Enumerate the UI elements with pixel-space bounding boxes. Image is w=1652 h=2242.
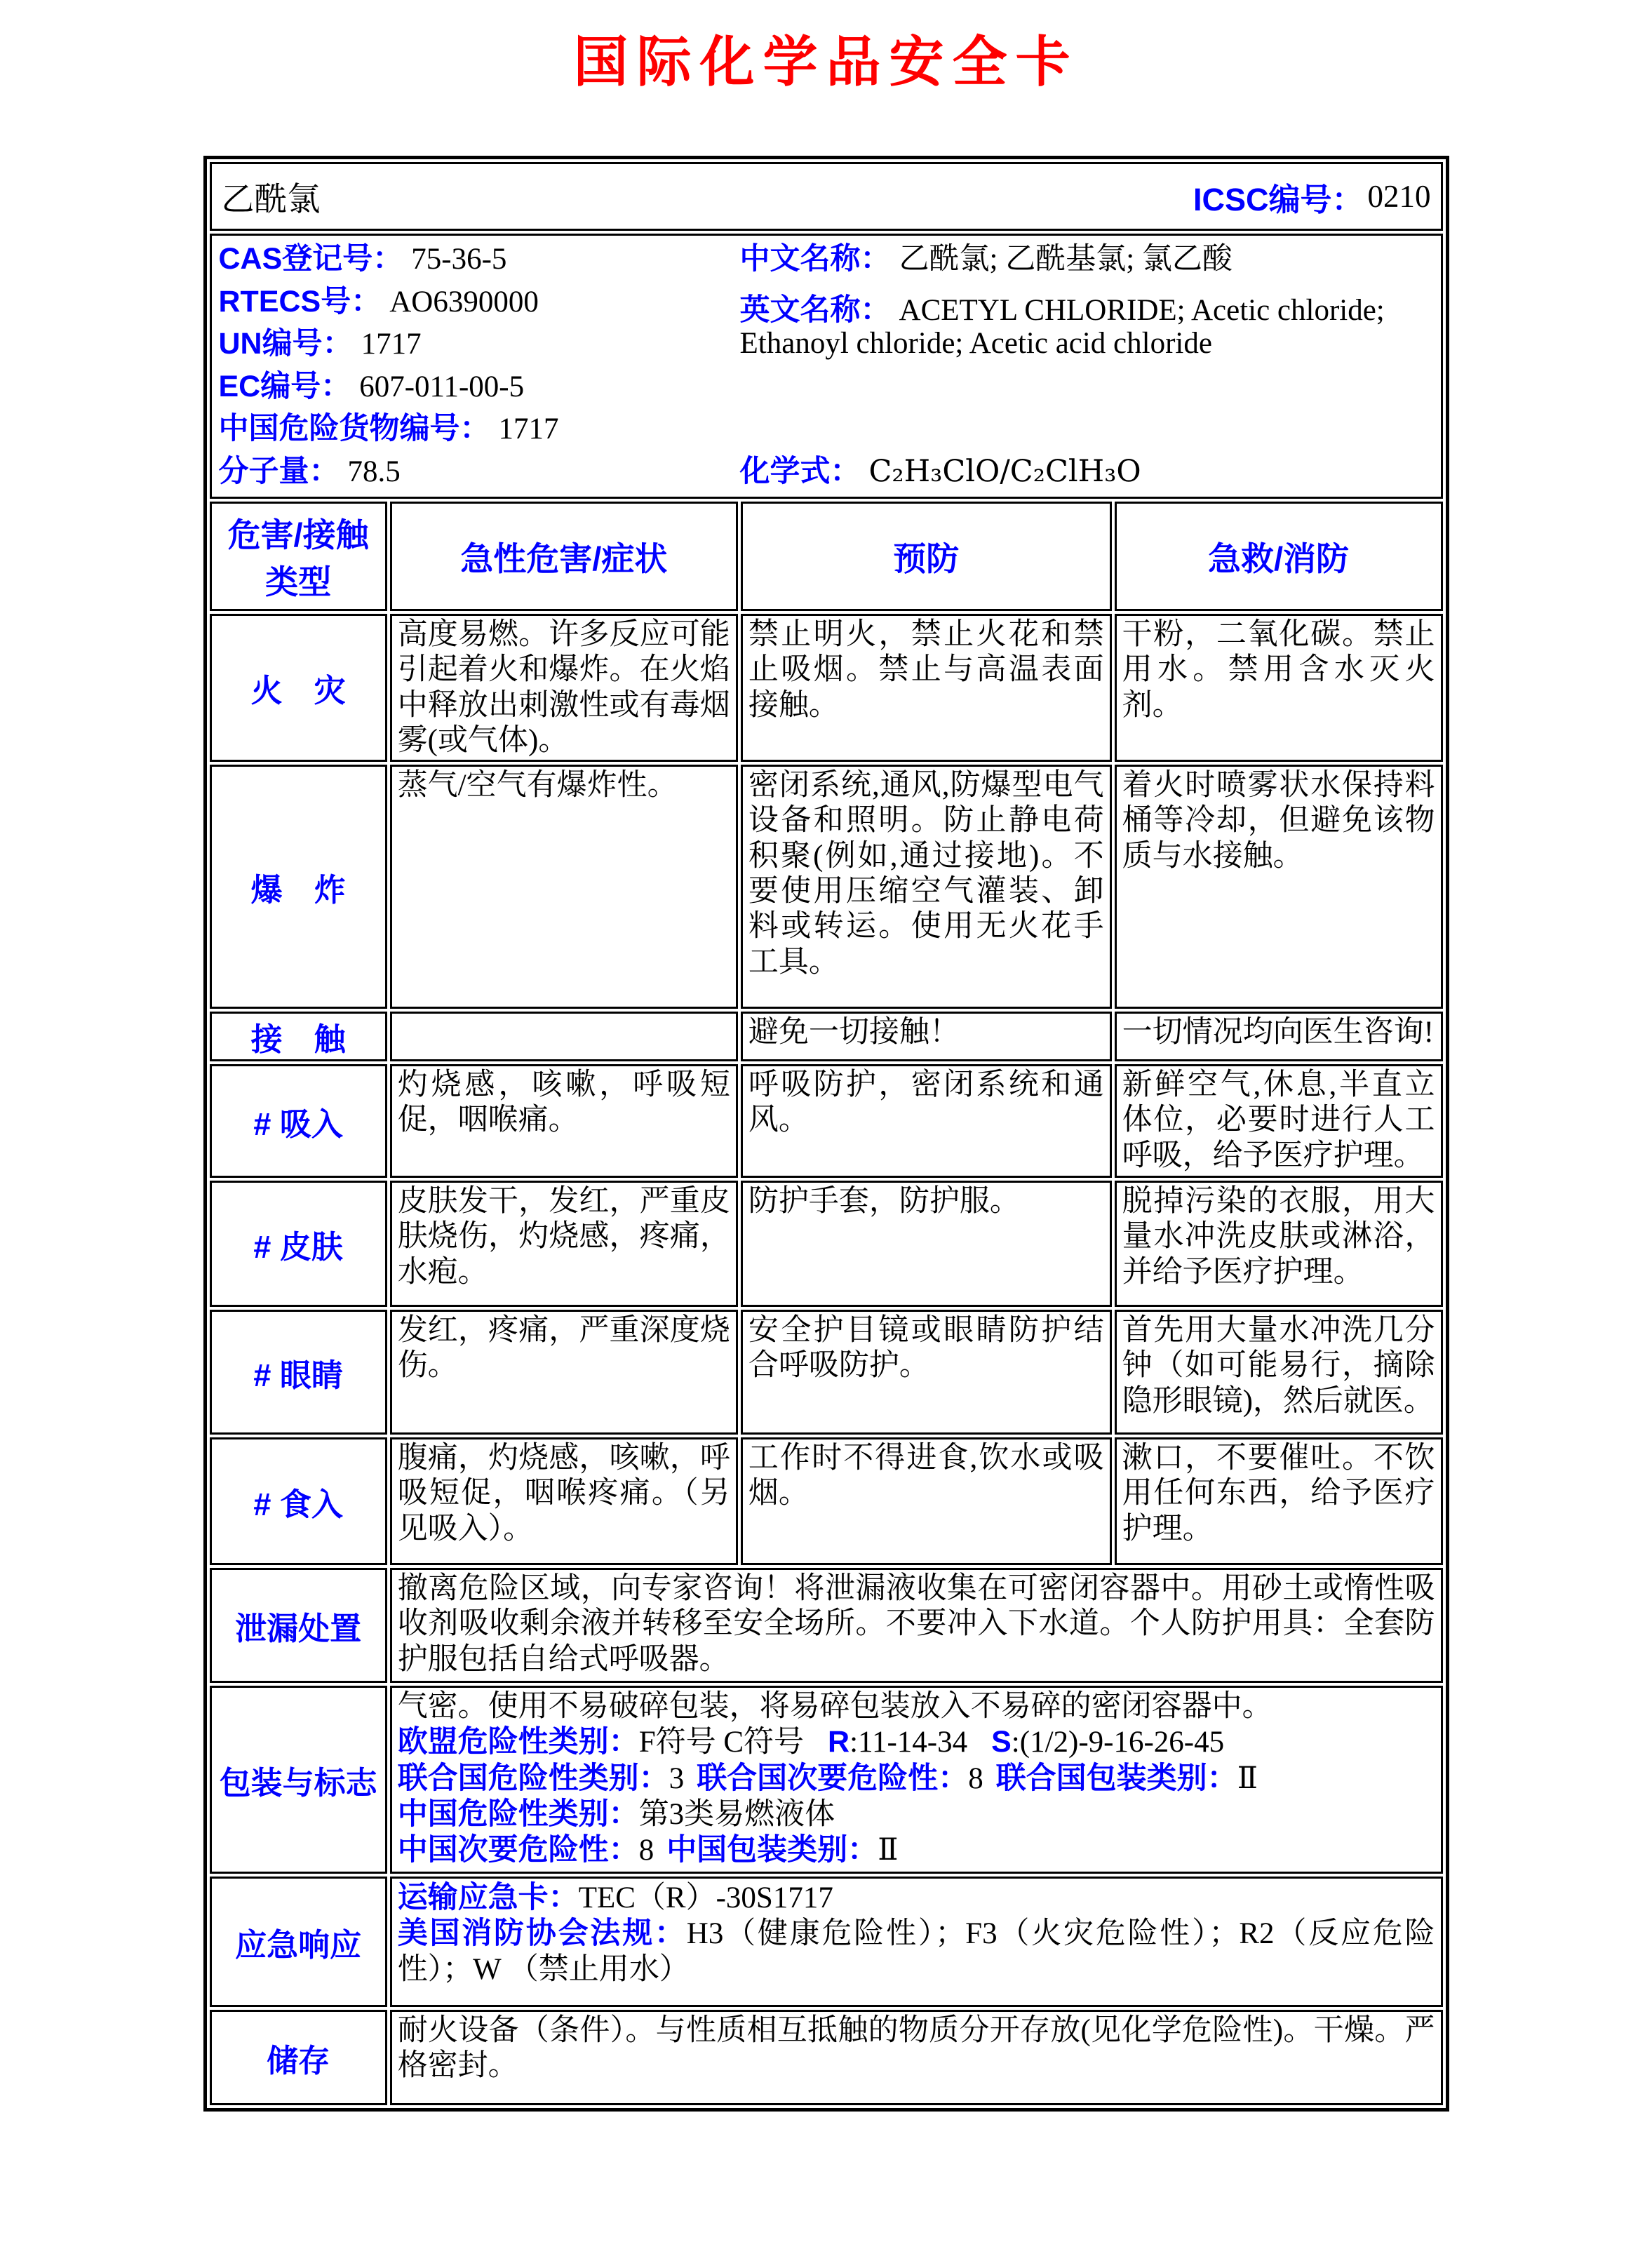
card-title-cell	[210, 162, 1443, 231]
exposure-symptoms-cell	[390, 1012, 738, 1061]
substance-name: 乙酰氯	[221, 181, 321, 218]
inhalation-symptoms-cell: 灼烧感，咳嗽，呼吸短促，咽喉痛。	[390, 1064, 738, 1178]
chinese-name-line: 中文名称： 乙酰氯; 乙酰基氯; 氯乙酸	[739, 242, 1233, 276]
hazard-row-exposure	[210, 1012, 1443, 1061]
spill-text-cell: 撤离危险区域，向专家咨询！将泄漏液收集在可密闭容器中。用砂土或惰性吸收剂吸收剩余液并转移至安全场所。不要冲入下水道。个人防护用具：全套防护服包括自给式呼吸器。	[390, 1568, 1443, 1683]
card-title-row	[210, 162, 1443, 231]
icsc-number-label: ICSC编号：	[1193, 181, 1364, 217]
identifiers-row	[210, 234, 1443, 499]
un-class-label: 联合国危险性类别：	[397, 1761, 669, 1795]
rtecs-number-line: RTECS号： AO6390000	[218, 284, 539, 318]
eyes-symptoms-cell: 发红，疼痛，严重深度烧伤。	[390, 1310, 738, 1435]
explosion-row-label: 爆 炸	[210, 765, 387, 1009]
un-packing-group-label: 联合国包装类别：	[995, 1761, 1237, 1795]
ingestion-prevention-cell: 工作时不得进食,饮水或吸烟。	[741, 1437, 1112, 1565]
spill-row-label: 泄漏处置	[210, 1568, 387, 1683]
page-title: 国际化学品安全卡	[573, 32, 1079, 93]
skin-symptoms-cell: 皮肤发干，发红，严重皮肤烧伤，灼烧感，疼痛，水疱。	[390, 1181, 738, 1307]
tec-label: 运输应急卡：	[397, 1881, 579, 1915]
skin-prevention-cell: 防护手套，防护服。	[741, 1181, 1112, 1307]
hazard-row-inhalation	[210, 1064, 1443, 1178]
ec-number-line: EC编号： 607-011-00-5	[218, 369, 525, 403]
inhalation-prevention-cell: 呼吸防护，密闭系统和通风。	[741, 1064, 1112, 1178]
inhalation-row-label: # 吸入	[210, 1064, 387, 1178]
fire-firstaid-cell: 干粉，二氧化碳。禁止用水。禁用含水灭火剂。	[1115, 614, 1443, 762]
english-name-line: 英文名称： ACETYL CHLORIDE; Acetic chloride; Ethanoyl chloride; Acetic acid chloride	[739, 293, 1385, 360]
icsc-number-value: 0210	[1367, 179, 1431, 214]
hazard-row-explosion	[210, 765, 1443, 1009]
china-subsidiary-line: 中国次要危险性：8 中国包装类别：Ⅱ	[397, 1833, 899, 1867]
storage-text-cell: 耐火设备（条件）。与性质相互抵触的物质分开存放(见化学危险性)。干燥。严格密封。	[390, 2010, 1443, 2105]
cas-number-line: CAS登记号： 75-36-5	[218, 242, 507, 276]
chemical-formula-line: 化学式： C₂H₃ClO/C₂ClH₃O	[739, 453, 1141, 489]
un-number-line: UN编号： 1717	[218, 327, 422, 361]
header-hazard-type: 危害/接触 类型	[210, 502, 387, 611]
emergency-text-cell	[390, 1877, 1443, 2007]
ingestion-symptoms-cell: 腹痛，灼烧感，咳嗽，呼吸短促，咽喉疼痛。（另见吸入）。	[390, 1437, 738, 1565]
header-firstaid-firefighting: 急救/消防	[1115, 502, 1443, 611]
header-acute-symptoms: 急性危害/症状	[390, 502, 738, 611]
ingestion-row-label: # 食入	[210, 1437, 387, 1565]
registry-id-list	[219, 243, 740, 488]
hazard-table-header-row	[210, 502, 1443, 611]
exposure-row-label: 接 触	[210, 1012, 387, 1061]
explosion-prevention-cell: 密闭系统,通风,防爆型电气设备和照明。防止静电荷积聚(例如,通过接地)。不要使用压缩空气灌装、卸料或转运。使用无火花手工具。	[741, 765, 1112, 1009]
emergency-row-label: 应急响应	[210, 1877, 387, 2007]
china-class-label: 中国危险性类别：	[397, 1797, 639, 1832]
skin-firstaid-cell: 脱掉污染的衣服，用大量水冲洗皮肤或淋浴，并给予医疗护理。	[1115, 1181, 1443, 1307]
explosion-firstaid-cell: 着火时喷雾状水保持料桶等冷却，但避免该物质与水接触。	[1115, 765, 1443, 1009]
fire-symptoms-cell: 高度易燃。许多反应可能引起着火和爆炸。在火焰中释放出刺激性或有毒烟雾(或气体)。	[390, 614, 738, 762]
packaging-general-line: 气密。使用不易破碎包装，将易碎包装放入不易碎的密闭容器中。	[397, 1690, 1272, 1724]
header-prevention: 预防	[741, 502, 1112, 611]
eu-class-label: 欧盟危险性类别：	[397, 1725, 639, 1759]
china-subsidiary-label: 中国次要危险性：	[397, 1833, 639, 1867]
explosion-symptoms-cell: 蒸气/空气有爆炸性。	[390, 765, 738, 1009]
eu-classification-line: 欧盟危险性类别：F符号 C符号 R:11-14-34 S:(1/2)-9-16-26-45	[397, 1725, 1225, 1759]
icsc-number-group	[1193, 174, 1431, 220]
packaging-row-label: 包装与标志	[210, 1686, 387, 1874]
packaging-text-cell	[390, 1686, 1443, 1874]
exposure-firstaid-cell: 一切情况均向医生咨询!	[1115, 1012, 1443, 1061]
china-classification-line: 中国危险性类别：第3类易燃液体	[397, 1797, 835, 1832]
storage-row-label: 储存	[210, 2010, 387, 2105]
eyes-prevention-cell: 安全护目镜或眼睛防护结合呼吸防护。	[741, 1310, 1112, 1435]
nfpa-code-line: 美国消防协会法规：H3（健康危险性）；F3（火灾危险性）；R2（反应危险性）；W （禁止用水）	[397, 1917, 1435, 1986]
un-classification-line: 联合国危险性类别：3 联合国次要危险性：8 联合国包装类别：Ⅱ	[397, 1761, 1258, 1795]
hazard-row-ingestion	[210, 1437, 1443, 1565]
r-phrases-label: R	[828, 1725, 850, 1759]
hazard-row-fire	[210, 614, 1443, 762]
storage-row	[210, 2010, 1443, 2105]
spill-disposal-row	[210, 1568, 1443, 1683]
fire-prevention-cell: 禁止明火，禁止火花和禁止吸烟。禁止与高温表面接触。	[741, 614, 1112, 762]
hazard-row-eyes	[210, 1310, 1443, 1435]
eyes-row-label: # 眼睛	[210, 1310, 387, 1435]
ingestion-firstaid-cell: 漱口，不要催吐。不饮用任何东西，给予医疗护理。	[1115, 1437, 1443, 1565]
molecular-weight-line: 分子量： 78.5	[218, 454, 401, 488]
china-dg-number-line: 中国危险货物编号： 1717	[218, 412, 559, 445]
nfpa-label: 美国消防协会法规：	[397, 1917, 687, 1951]
hazard-row-skin	[210, 1181, 1443, 1307]
icsc-card-table	[203, 156, 1449, 2112]
exposure-prevention-cell: 避免一切接触！	[741, 1012, 1112, 1061]
emergency-response-row	[210, 1877, 1443, 2007]
skin-row-label: # 皮肤	[210, 1181, 387, 1307]
identifiers-cell	[210, 234, 1443, 499]
s-phrases-label: S	[991, 1725, 1012, 1759]
packaging-labelling-row	[210, 1686, 1443, 1874]
china-packing-group-label: 中国包装类别：	[666, 1833, 878, 1867]
un-subsidiary-label: 联合国次要危险性：	[697, 1761, 969, 1795]
fire-row-label: 火 灾	[210, 614, 387, 762]
eyes-firstaid-cell: 首先用大量水冲洗几分钟（如可能易行，摘除隐形眼镜)，然后就医。	[1115, 1310, 1443, 1435]
transport-emergency-card-line: 运输应急卡：TEC（R）-30S1717	[397, 1881, 833, 1915]
chemical-names-block	[740, 243, 1431, 488]
inhalation-firstaid-cell: 新鲜空气,休息,半直立体位，必要时进行人工呼吸，给予医疗护理。	[1115, 1064, 1443, 1178]
